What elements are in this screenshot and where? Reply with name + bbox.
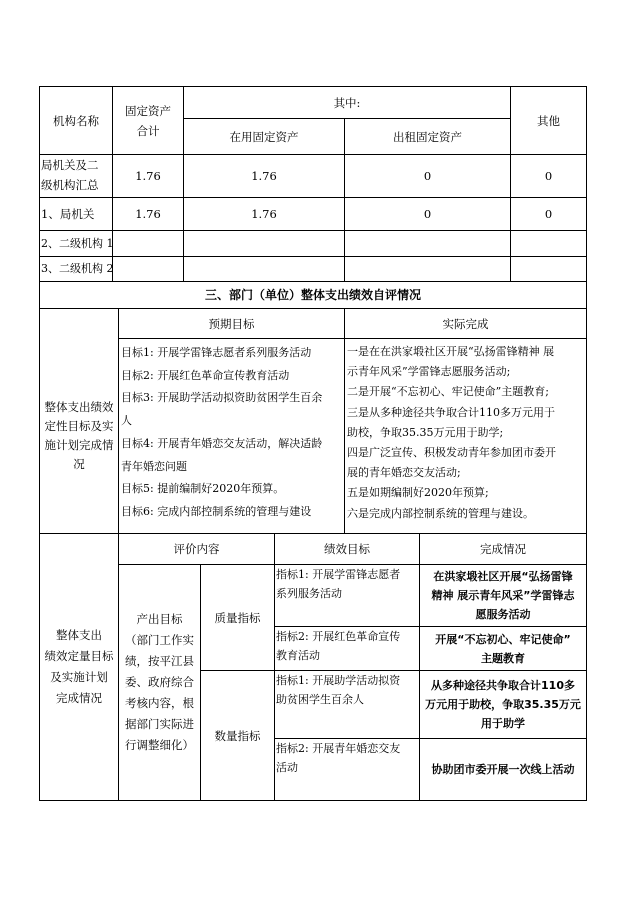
actual-completion: [347, 342, 586, 524]
planned-line: 目标1: 开展学雷锋志愿者系列服务活动: [121, 346, 312, 359]
row-total: 1.76: [135, 169, 161, 183]
row-other: 0: [544, 169, 553, 183]
actual-line: 助校，争取35.35万元用于助学;: [347, 425, 504, 439]
rule: [39, 230, 587, 231]
label-line: 定性目标及实: [44, 419, 114, 433]
row-name-line1: 局机关及二: [41, 158, 99, 172]
output-line: 产出目标: [136, 612, 183, 626]
planned-line: 目标4: 开展青年婚恋交友活动，解决适龄: [121, 436, 323, 450]
header-fixed-assets: [113, 87, 183, 154]
indicator-cell: [276, 671, 419, 738]
done-line: 用于助学: [481, 717, 525, 730]
output-line: 行调整细化）: [125, 738, 194, 752]
output-target: [119, 565, 200, 800]
done-line: 从多种途径共争取合计110多: [431, 679, 575, 692]
header-rented: 出租固定资产: [393, 129, 462, 144]
row-in-use: 1.76: [251, 207, 277, 221]
header-in-use: 在用固定资产: [229, 129, 299, 144]
indicator-line: 指标1: 开展助学活动拟资: [276, 674, 401, 687]
quantitative-label: [40, 534, 118, 800]
label-line: 及实施计划: [50, 670, 108, 684]
indicator-line: 指标1: 开展学雷锋志愿者: [276, 568, 401, 581]
row-rented: 0: [423, 207, 432, 221]
label-line: 况: [73, 457, 85, 471]
indicator-cell: [276, 627, 419, 670]
actual-line: 五是如期编制好2020年预算;: [347, 486, 489, 500]
planned-line: 青年婚恋问题: [121, 459, 187, 473]
row-other: 0: [544, 207, 553, 221]
output-line: 据部门实际进: [125, 717, 194, 731]
col-indicator-header: 绩效目标: [324, 542, 370, 556]
planned-line: 目标3: 开展助学活动拟资助贫困学生百余: [121, 391, 323, 405]
indicator-line: 活动: [276, 761, 298, 774]
rule: [274, 533, 275, 801]
header-fixed-assets-line1: 固定资产: [125, 103, 171, 118]
label-line: 绩效定量目标: [44, 649, 114, 663]
done-cell: [420, 627, 586, 670]
section-title: 三、部门（单位）整体支出绩效自评情况: [204, 288, 421, 302]
indicator-line: 助贫困学生百余人: [276, 693, 364, 706]
indicator-line: 指标2: 开展青年婚恋交友: [276, 742, 401, 755]
indicator-cell: [276, 739, 419, 800]
actual-line: 六是完成内部控制系统的管理与建设。: [347, 506, 534, 520]
output-line: 绩，按平江县: [125, 654, 194, 668]
indicator-line: 指标2: 开展红色革命宣传: [276, 630, 401, 643]
done-line: 协助团市委开展一次线上活动: [431, 762, 575, 776]
done-cell: [420, 565, 586, 626]
qualitative-label: [40, 339, 118, 533]
planned-targets: [121, 342, 345, 524]
indicator-line: 教育活动: [276, 649, 320, 662]
row-name: 1、局机关: [41, 207, 95, 221]
row-rented: 0: [423, 169, 432, 183]
header-fixed-assets-line2: 合计: [136, 123, 160, 138]
actual-line: 展的青年婚恋交友活动;: [347, 466, 461, 480]
planned-line: 目标2: 开展红色革命宣传教育活动: [121, 368, 290, 382]
indicator-cell: [276, 565, 419, 626]
col-eval-header: 评价内容: [173, 542, 220, 556]
planned-line: 目标5: 提前编制好2020年预算。: [121, 482, 285, 496]
rule: [39, 800, 587, 801]
quantity-indicator: 数量指标: [214, 728, 261, 743]
done-line: 精神 展示青年风采”学雷锋志: [431, 589, 575, 602]
done-cell: [420, 671, 586, 738]
output-line: 考核内容，根: [125, 696, 194, 710]
rule: [586, 86, 587, 801]
label-line: 施计划完成情: [44, 438, 114, 452]
done-line: 主题教育: [481, 651, 525, 665]
quality-indicator: 质量指标: [214, 610, 261, 625]
col-done-header: 完成情况: [480, 542, 526, 556]
label-line: 整体支出绩效: [44, 400, 114, 414]
header-among: 其中:: [333, 95, 361, 110]
actual-header: 实际完成: [442, 316, 489, 331]
actual-line: 示青年风采”学雷锋志愿服务活动;: [347, 365, 511, 379]
header-other: 其他: [537, 113, 560, 128]
output-line: （部门工作实: [125, 633, 194, 647]
actual-line: 一是在在洪家塅社区开展“弘扬雷锋精神 展: [347, 345, 555, 358]
done-line: 万元用于助校，争取35.35万元: [425, 698, 581, 711]
label-line: 完成情况: [56, 691, 102, 705]
label-line: 整体支出: [56, 628, 102, 642]
output-line: 委、政府综合: [125, 675, 194, 689]
done-line: 开展“不忘初心、牢记使命”: [435, 632, 571, 646]
header-org-name: 机构名称: [53, 113, 99, 128]
planned-line: 目标6: 完成内部控制系统的管理与建设: [121, 504, 312, 518]
row-total: 1.76: [135, 207, 161, 221]
done-cell: [420, 739, 586, 800]
planned-line: 人: [121, 414, 132, 428]
actual-line: 三是从多种途径共争取合计110多万元用于: [347, 405, 555, 419]
done-line: 愿服务活动: [475, 608, 531, 621]
rule: [39, 256, 587, 257]
row-name: 2、二级机构 1: [41, 236, 114, 250]
actual-line: 四是广泛宣传、积极发动青年参加团市委开: [347, 446, 556, 460]
row-in-use: 1.76: [251, 169, 277, 183]
rule: [118, 338, 587, 339]
done-line: 在洪家塅社区开展“弘扬雷锋: [433, 570, 573, 583]
row-name: [41, 155, 112, 197]
indicator-line: 系列服务活动: [276, 587, 342, 600]
planned-header: 预期目标: [208, 316, 255, 331]
row-name-line2: 级机构汇总: [41, 178, 99, 192]
actual-line: 二是开展“不忘初心、牢记使命”主题教育;: [347, 385, 549, 399]
row-name: 3、二级机构 2: [41, 262, 114, 275]
